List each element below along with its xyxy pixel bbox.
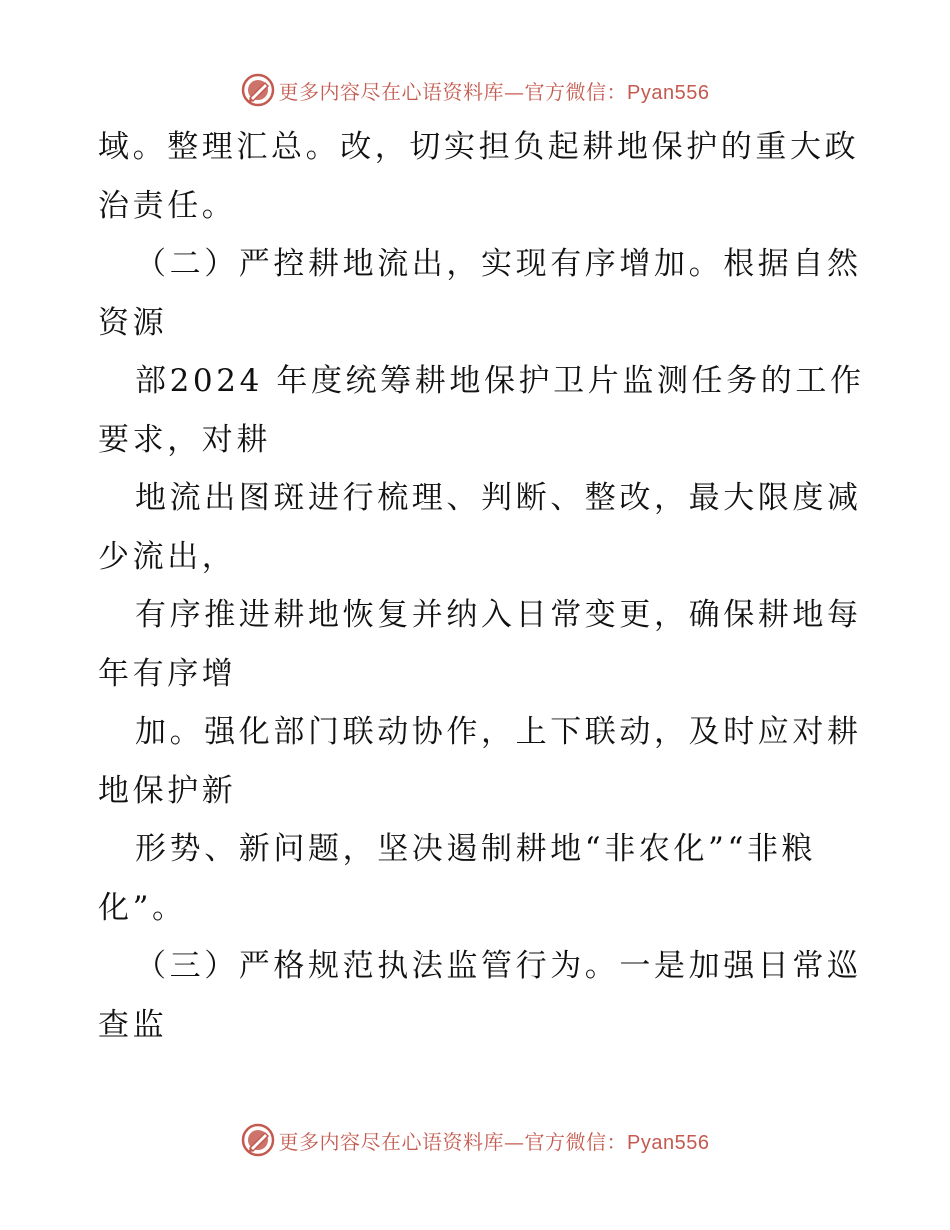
text-line: 形势、新问题，坚决遏制耕地“非农化”“非粮 — [135, 831, 817, 867]
seal-pen-icon — [241, 73, 275, 107]
text-line: 有序推进耕地恢复并纳入日常变更，确保耕地每 — [135, 597, 862, 633]
text-line: 化”。 — [98, 889, 187, 926]
watermark-text: 更多内容尽在心语资料库—官方微信：Pyan556 — [278, 1129, 710, 1154]
footer-watermark — [0, 1120, 950, 1160]
seal-pen-icon — [241, 1123, 275, 1157]
text-line: （二）严控耕地流出，实现有序增加。根据自然 — [135, 246, 862, 282]
text-line: 部2024 年度统筹耕地保护卫片监测任务的工作 — [135, 363, 865, 399]
text-line: 加。强化部门联动协作，上下联动，及时应对耕 — [135, 714, 862, 750]
watermark-text: 更多内容尽在心语资料库—官方微信：Pyan556 — [278, 79, 710, 104]
text-line: 资源 — [98, 304, 168, 341]
text-line: 年有序增 — [98, 655, 237, 692]
text-line: （三）严格规范执法监管行为。一是加强日常巡 — [135, 948, 862, 984]
text-line: 地流出图斑进行梳理、判断、整改，最大限度减 — [135, 480, 862, 516]
text-line: 少流出， — [98, 538, 237, 575]
text-line: 治责任。 — [98, 187, 237, 224]
text-line: 域。整理汇总。改，切实担负起耕地保护的重大政 — [98, 129, 860, 165]
document-body — [98, 118, 865, 1054]
text-line: 查监 — [98, 1006, 168, 1043]
text-line: 要求，对耕 — [98, 421, 271, 458]
header-watermark — [0, 70, 950, 110]
text-line: 地保护新 — [98, 772, 237, 809]
